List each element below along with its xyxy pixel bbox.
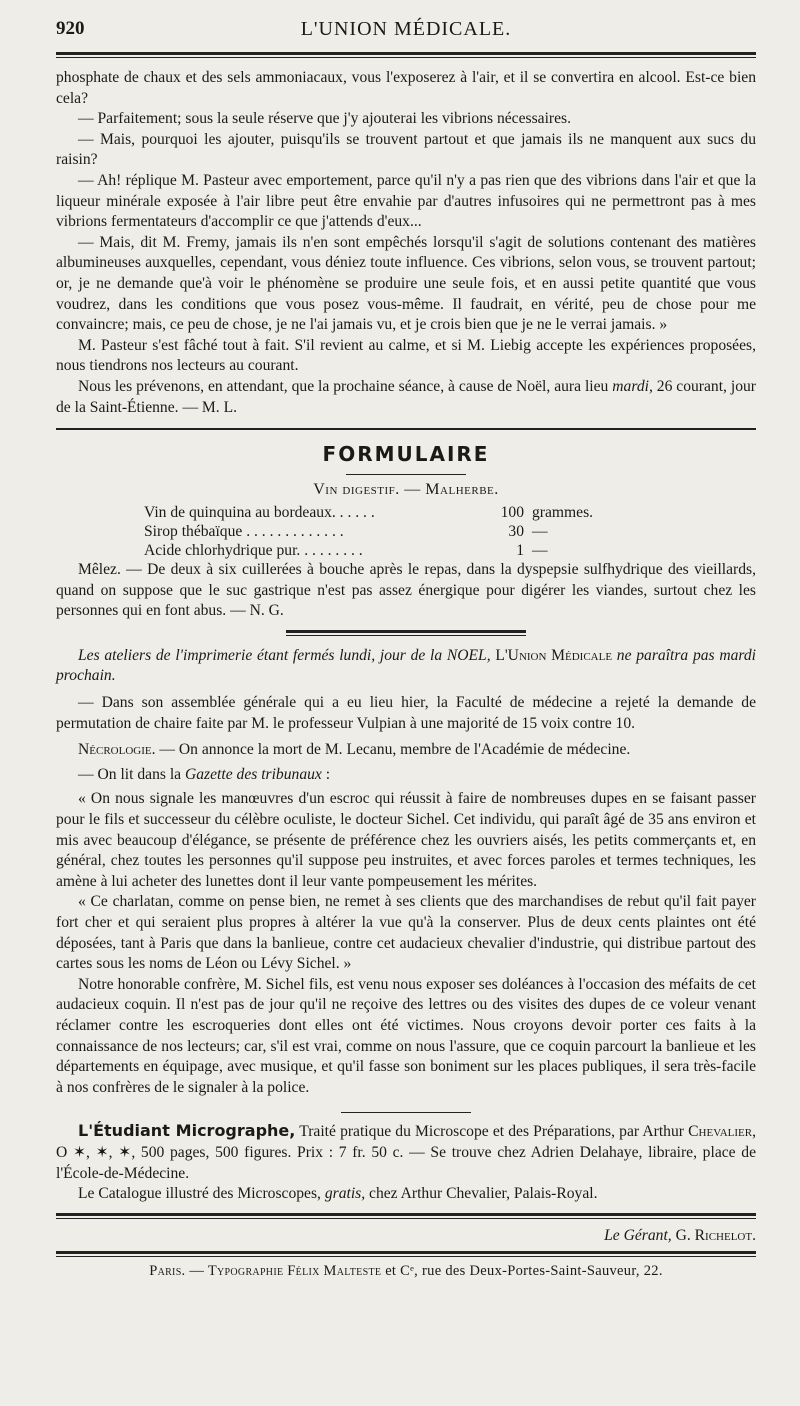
ingredient-row <box>144 503 593 522</box>
ingredient-qty: 100 <box>500 504 524 522</box>
title-rule <box>346 474 466 475</box>
article-paragraph: — Mais, pourquoi les ajouter, puisqu'ils se trouvent partout et que jamais ils ne manquent aux sucs du raisin? <box>56 130 756 169</box>
gazette-quote: « On nous signale les manœuvres d'un escroc qui réussit à faire de nombreuses dupes en se faisant passer pour le fils et successeur du célèbre oculiste, le docteur Sichel. Cet individu, qui paraît âgé de 35 ans environ et mis avec beaucoup d'élégance, se présente de préférence chez les ouvriers aisés, les petits commerçants et, en général, chez toutes les personnes qu'il suppose peu instruites, et avec forces paroles et termes techniques, les amène à lui acheter des lunettes dont il leur vante pompeusement les mérites. <box>56 790 756 890</box>
faculty-news: — Dans son assemblée générale qui a eu lieu hier, la Faculté de médecine a rejeté la demande de permutation de chaire faite par M. le professeur Vulpian à une majorité de 15 voix contre 10. <box>56 694 756 732</box>
running-title: L'UNION MÉDICALE. <box>300 18 512 40</box>
article-paragraph: M. Pasteur s'est fâché tout à fait. S'il revient au calme, et si M. Liebig accepte les expériences proposées, nous tiendrons nos lecteurs au courant. <box>56 336 756 375</box>
text-run: ne paraîtra pas mardi prochain. <box>56 646 757 685</box>
formulaire-section <box>56 442 756 622</box>
imprint <box>56 1263 756 1280</box>
ingredient-unit: — <box>532 523 548 541</box>
advert-paragraph <box>56 1121 756 1184</box>
footer-rule <box>56 1213 756 1219</box>
ingredient-qty: 30 <box>508 523 524 541</box>
text-run: Paris. — Typographie <box>149 1262 288 1279</box>
catalogue-paragraph <box>56 1184 756 1205</box>
sichel-paragraph: Notre honorable confrère, M. Sichel fils, est venu nous exposer ses doléances à l'occasion des méfaits de cet audacieux coquin. Il n'est pas de jour qu'il ne reçoive des lettres ou des visites des dupes de ce voleur venant réclamer contre les escroqueries dont elles ont été victimes. Nous croyons devoir porter ces faits à la connaissance de nos lecteurs; car, s'il est vrai, comme on nous l'assure, que ce coquin parcourt la banlieue et les départements en équipage, avec musique, et qu'il fasse son boniment sur les places publiques, il sera très-facile à nos confrères de le signaler à la police. <box>56 975 756 1096</box>
author-name: Chevalier <box>688 1123 753 1141</box>
text-run: — On annonce la mort de M. Lecanu, membre de l'Académie de médecine. <box>155 741 631 759</box>
signature-label: Le Gérant, <box>604 1226 672 1244</box>
article-paragraph: — Ah! réplique M. Pasteur avec emportement, parce qu'il n'y a pas rien que des vibrions dans l'air et que la liqueur minérale exposée à l'air libre peut être envahie par d'autres infusoires qui ne permettront pas à mes vibrions fermentateurs d'accomplir ce que j'attends d'eux... <box>56 171 756 231</box>
text-run: — On lit dans la <box>78 765 185 783</box>
article-body <box>56 68 756 418</box>
journal-name: L'Union Médicale <box>495 646 613 664</box>
necrology-label: Nécrologie. <box>78 741 156 759</box>
ingredient-name: Vin de quinquina au bordeaux. . . . . . <box>144 504 375 522</box>
ingredient-name: Sirop thébaïque . . . . . . . . . . . . . <box>144 523 344 541</box>
recipe-table <box>144 503 593 560</box>
italic-run: Gazette des tribunaux <box>184 765 322 783</box>
printer-name: Félix Malteste <box>287 1262 382 1279</box>
article-paragraph: — Parfaitement; sous la seule réserve que j'y ajouterai les vibrions nécessaires. <box>78 110 571 128</box>
ingredient-unit: — <box>532 542 548 560</box>
text-run: Le Catalogue illustré des Microscopes, <box>78 1185 325 1203</box>
text-run: Traité pratique du Microscope et des Préparations, par Arthur <box>295 1123 689 1141</box>
italic-run: gratis, <box>324 1185 366 1203</box>
ingredient-qty: 1 <box>516 542 524 560</box>
header-rule <box>56 52 756 58</box>
ingredient-unit: grammes. <box>532 504 594 522</box>
printing-notice <box>56 646 756 687</box>
section-rule <box>56 428 756 430</box>
formulaire-title: FORMULAIRE <box>322 442 490 467</box>
text-run: chez Arthur Chevalier, Palais-Royal. <box>365 1185 598 1203</box>
section-rule <box>341 1112 471 1113</box>
necrology <box>56 740 756 761</box>
text-run: et Cᵉ, rue des Deux-Portes-Saint-Sauveur, 22. <box>381 1262 663 1279</box>
text-run: Nous les prévenons, en attendant, que la prochaine séance, à cause de Noël, aura lieu <box>78 377 613 395</box>
recipe-title: Vin digestif. — Malherbe. <box>313 481 499 499</box>
imprint-rule <box>56 1251 756 1257</box>
article-paragraph: phosphate de chaux et des sels ammoniacaux, vous l'exposerez à l'air, et il se convertira en alcool. Est-ce bien cela? <box>56 69 756 107</box>
news-section <box>56 646 756 1098</box>
text-run: 26 courant, jour de la Saint-Étienne. — M. L. <box>56 377 756 416</box>
text-run: : <box>321 765 331 783</box>
gazette-quote: « Ce charlatan, comme on pense bien, ne remet à ses clients que des marchandises de rebut qu'il fait payer fort cher et qui seraient plus propres à altérer la vue qu'à la conserver. Plus de deux cents plaintes ont été déposées, tant à Paris que dans la banlieue, contre cet audacieux chevalier d'industrie, qui distribue partout des cartes sous les noms de Léon ou Lévy Sichel. » <box>56 893 756 973</box>
text-run: , O ✶, ✶, ✶, 500 pages, 500 figures. Prix : 7 fr. 50 c. — Se trouve chez Adrien Delahaye, libraire, place de l'École-de-Médecine. <box>56 1123 757 1182</box>
gazette-intro <box>56 765 756 786</box>
section-rule <box>286 630 526 636</box>
italic-run: mardi, <box>612 377 653 395</box>
advertisement <box>56 1121 756 1204</box>
page-header <box>56 0 756 46</box>
page-number: 920 <box>56 18 85 39</box>
recipe-instructions: Mêlez. — De deux à six cuillerées à bouche après le repas, dans la dyspepsie sulfhydrique des vieillards, quand on suppose que le suc gastrique n'est pas assez énergique pour digérer les viandes, surtout chez les personnes qui en font abus. — N. G. <box>56 561 756 620</box>
ingredient-name: Acide chlorhydrique pur. . . . . . . . . <box>144 542 363 560</box>
article-paragraph: — Mais, dit M. Fremy, jamais ils n'en sont empêchés lorsqu'il s'agit de solutions contenant des matières albumineuses auxquelles, cependant, vous déniez toute influence. Ces vibrions, selon vous, se trouvent partout; or, je ne demande que'à voir le phénomène se produire une seule fois, et en aussi petite quantité que vous voudrez, dans les conditions que vous posez vous-même. Il faudrait, en vérité, peu de chose pour me convaincre; mais, ce peu de chose, je ne l'ai jamais vu, et je crois bien que je ne le verrai jamais. » <box>56 233 756 334</box>
advert-title: L'Étudiant Micrographe, <box>78 1121 296 1141</box>
signature-name: G. Richelot. <box>671 1226 756 1244</box>
ingredient-row <box>144 541 593 560</box>
text-run: Les ateliers de l'imprimerie étant fermés lundi, jour de la NOEL, <box>78 646 496 664</box>
article-paragraph <box>56 377 756 418</box>
ingredient-row <box>144 522 593 541</box>
signature <box>56 1227 756 1245</box>
